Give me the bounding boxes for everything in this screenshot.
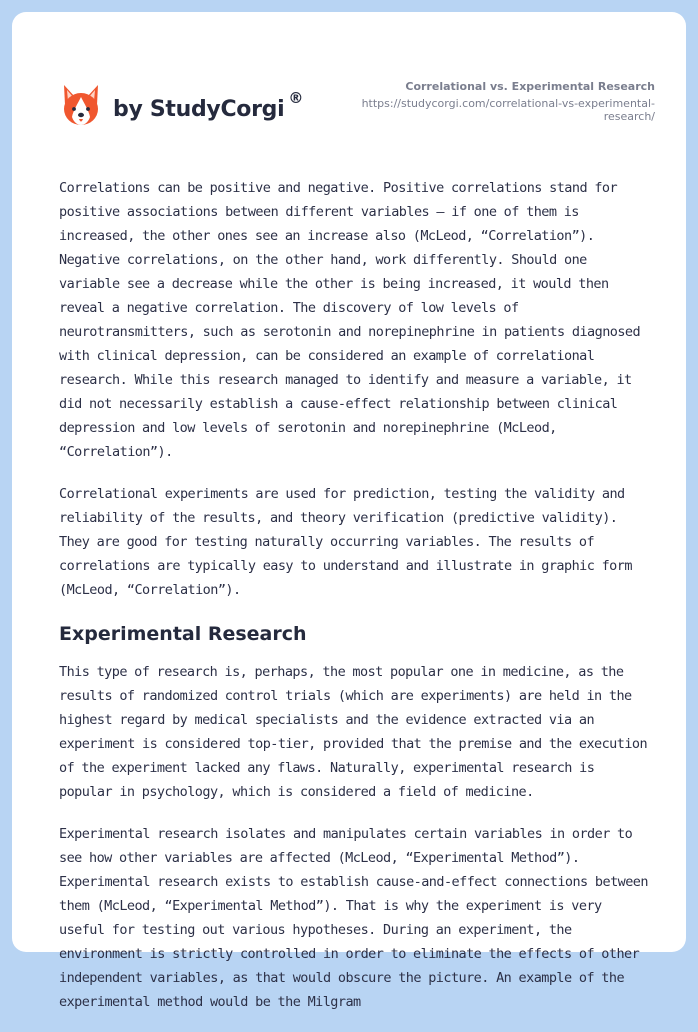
registered-mark: ® [288, 89, 304, 107]
document-title: Correlational vs. Experimental Research [405, 80, 655, 93]
paragraph: Experimental research isolates and manipulates certain variables in order to see how other variables are affected (McLeod, “Experimental Method”). Experimental research exists to establish cause-and-effect connections between them (McLeod, “Experimental Method”). That is why the experiment is very useful for testing out various hypotheses. During an experiment, the environment is strictly controlled in order to eliminate the effects of other independent variables, as that would obscure the picture. An example of the experimental method would be the Milgram [59, 826, 648, 1010]
paragraph: This type of research is, perhaps, the most popular one in medicine, as the results of randomized control trials (which are experiments) are held in the highest regard by medical specialists and the evidence extracted via an experiment is considered top-tier, provided that the premise and the execution of the experiment lacked any flaws. Naturally, experimental research is popular in psychology, which is considered a field of medicine. [59, 664, 648, 800]
document-header [335, 80, 655, 123]
brand-name: by StudyCorgi [113, 96, 285, 122]
section-heading: Experimental Research [59, 623, 307, 645]
paragraph: Correlations can be positive and negative. Positive correlations stand for positive associations between different variables – if one of them is increased, the other ones see an increase also (McLeod, “Correlation”). Negative correlations, on the other hand, work differently. Should one variable see a decrease while the other is being increased, it would then reveal a negative correlation. The discovery of low levels of neurotransmitters, such as serotonin and norepinephrine in patients diagnosed with clinical depression, can be considered an example of correlational research. While this research managed to identify and measure a variable, it did not necessarily establish a cause-effect relationship between clinical depression and low levels of serotonin and norepinephrine (McLeod, “Correlation”). [59, 180, 641, 460]
studycorgi-logo[interactable] [61, 76, 303, 136]
corgi-mascot-icon [61, 83, 101, 129]
document-page [12, 12, 686, 1010]
document-url[interactable]: https://studycorgi.com/correlational-vs-experimental-research/ [361, 97, 655, 123]
article-body [59, 176, 653, 1032]
paragraph: Correlational experiments are used for prediction, testing the validity and reliability of the results, and theory verification (predictive validity). They are good for testing naturally occurring variables. The results of correlations are typically easy to understand and illustrate in graphic form (McLeod, “Correlation”). [59, 486, 632, 598]
